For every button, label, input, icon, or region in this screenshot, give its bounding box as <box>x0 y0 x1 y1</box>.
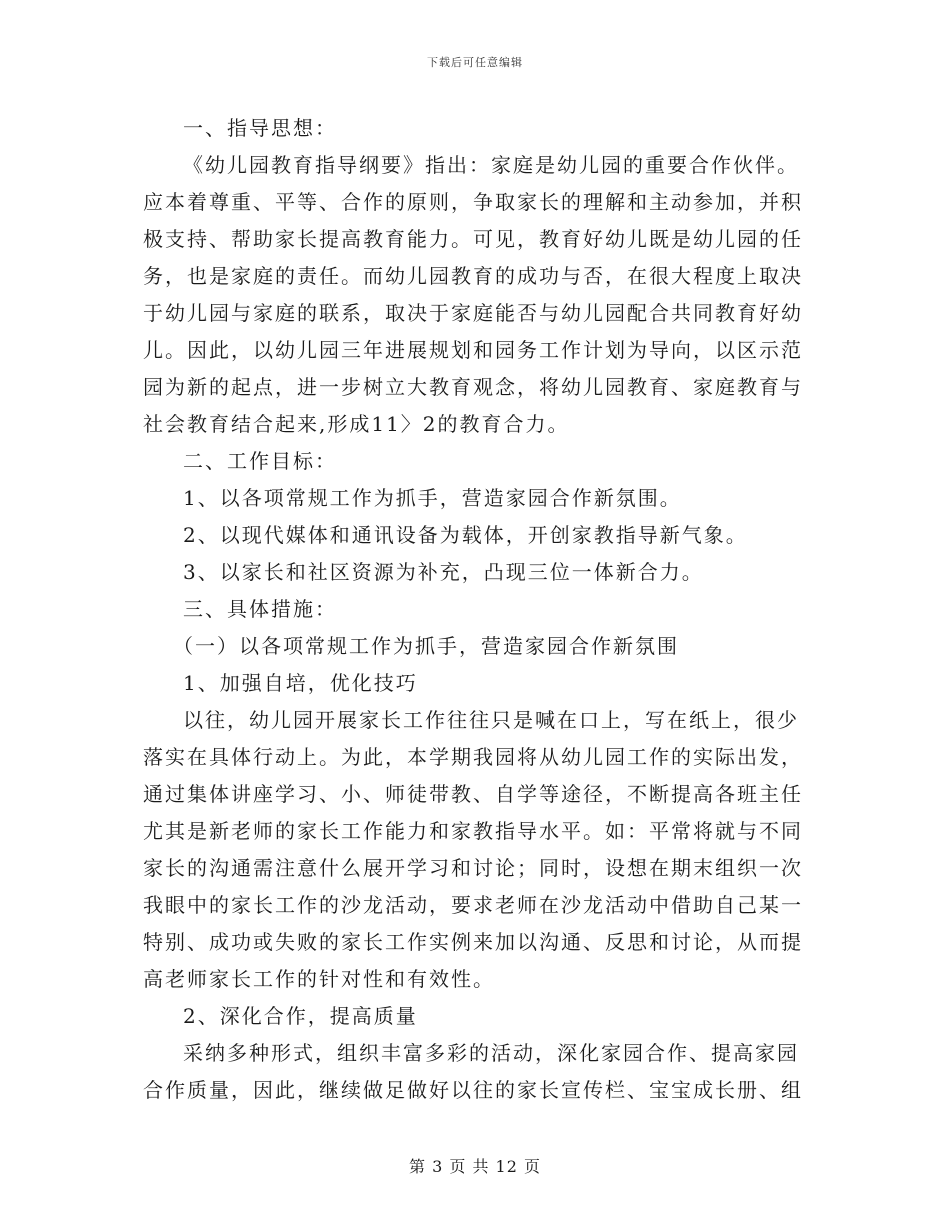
page-header: 下载后可任意编辑 <box>427 56 523 69</box>
subsection-heading-1: （一）以各项常规工作为抓手，营造家园合作新氛围 <box>173 634 679 658</box>
goal-item-1: 1、以各项常规工作为抓手，营造家园合作新氛围。 <box>183 486 682 510</box>
paragraph-line: 采纳多种形式，组织丰富多彩的活动，深化家园合作、提高家园 <box>183 1041 799 1065</box>
paragraph-line: 特别、成功或失败的家长工作实例来加以沟通、反思和讨论，从而提 <box>143 930 803 954</box>
paragraph-line: 《幼儿园教育指导纲要》指出：家庭是幼儿园的重要合作伙伴。 <box>183 153 799 177</box>
paragraph-line: 务，也是家庭的责任。而幼儿园教育的成功与否，在很大程度上取决 <box>143 264 803 288</box>
paragraph-line: 家长的沟通需注意什么展开学习和讨论；同时，设想在期末组织一次 <box>143 856 803 880</box>
paragraph-line: 落实在具体行动上。为此，本学期我园将从幼儿园工作的实际出发， <box>143 745 803 769</box>
paragraph-line: 儿。因此，以幼儿园三年进展规划和园务工作计划为导向，以区示范 <box>143 338 803 362</box>
paragraph-line: 尤其是新老师的家长工作能力和家教指导水平。如：平常将就与不同 <box>143 819 803 843</box>
paragraph-line: 极支持、帮助家长提高教育能力。可见，教育好幼儿既是幼儿园的任 <box>143 227 803 251</box>
paragraph-line: 于幼儿园与家庭的联系，取决于家庭能否与幼儿园配合共同教育好幼 <box>143 301 803 325</box>
measure-item-2: 2、深化合作，提高质量 <box>183 1004 418 1028</box>
paragraph-line: 园为新的起点，进一步树立大教育观念，将幼儿园教育、家庭教育与 <box>143 375 803 399</box>
measure-item-1: 1、加强自培，优化技巧 <box>183 671 418 695</box>
paragraph-line: 我眼中的家长工作的沙龙活动，要求老师在沙龙活动中借助自己某一 <box>143 893 803 917</box>
goal-item-3: 3、以家长和社区资源为补充，凸现三位一体新合力。 <box>183 560 704 584</box>
paragraph-line: 以往，幼儿园开展家长工作往往只是喊在口上，写在纸上，很少 <box>183 708 799 732</box>
paragraph-line: 应本着尊重、平等、合作的原则，争取家长的理解和主动参加，并积 <box>143 190 803 214</box>
paragraph-line: 社会教育结合起来,形成11〉2的教育合力。 <box>143 412 570 436</box>
paragraph-line: 通过集体讲座学习、小、师徒带教、自学等途径，不断提高各班主任 <box>143 782 803 806</box>
section-heading-measures: 三、具体措施： <box>183 597 337 621</box>
page-number-footer: 第 3 页 共 12 页 <box>409 1157 541 1176</box>
section-heading-work-goals: 二、工作目标： <box>183 449 337 473</box>
section-heading-guiding-thought: 一、指导思想： <box>183 116 337 140</box>
paragraph-line: 合作质量，因此，继续做足做好以往的家长宣传栏、宝宝成长册、组 <box>143 1078 803 1102</box>
paragraph-line: 高老师家长工作的针对性和有效性。 <box>143 967 495 991</box>
goal-item-2: 2、以现代媒体和通讯设备为载体，开创家教指导新气象。 <box>183 523 748 547</box>
document-body <box>143 110 808 1109</box>
